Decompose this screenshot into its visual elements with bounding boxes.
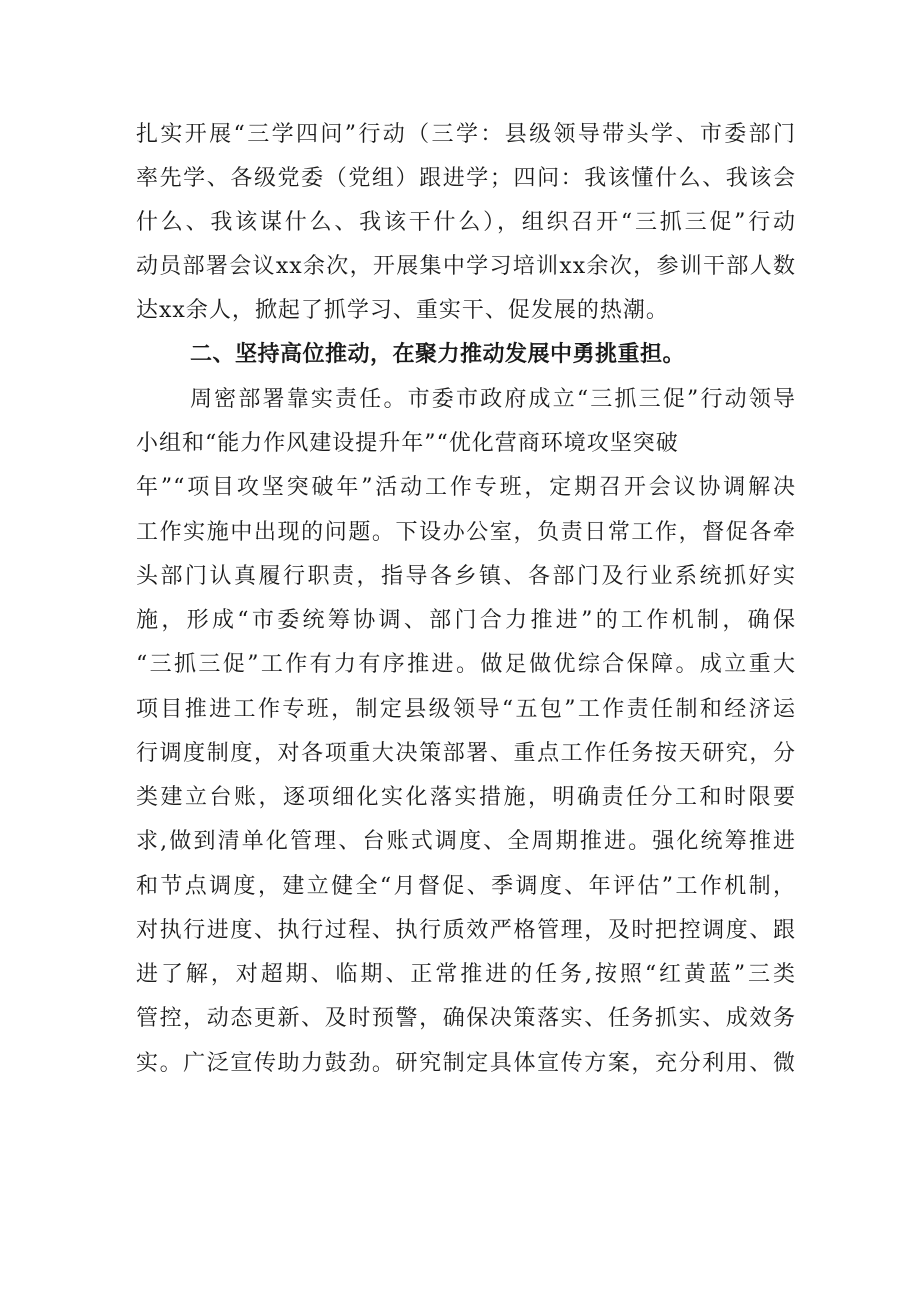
- paragraph-line: 施，形成“市委统筹协调、部门合力推进”的工作机制，确保: [136, 608, 796, 633]
- paragraph-line: 类建立台账，逐项细化实化落实措施，明确责任分工和时限要: [136, 785, 796, 810]
- paragraph-line: 什么、我该谋什么、我该干什么），组织召开“三抓三促”行动: [136, 210, 796, 235]
- paragraph-line: 动员部署会议xx余次，开展集中学习培训xx余次，参训干部人数: [136, 254, 796, 279]
- paragraph-line: 头部门认真履行职责，指导各乡镇、各部门及行业系统抓好实: [136, 564, 796, 589]
- paragraph-line: 小组和“能力作风建设提升年”“优化营商环境攻坚突破: [136, 431, 679, 456]
- paragraph-line: 扎实开展“三学四问”行动（三学：县级领导带头学、市委部门: [136, 122, 796, 147]
- paragraph-line: 率先学、各级党委（党组）跟进学；四问：我该懂什么、我该会: [136, 166, 796, 191]
- paragraph-line: 达xx余人，掀起了抓学习、重实干、促发展的热潮。: [136, 298, 669, 323]
- paragraph-line: 管控，动态更新、及时预警，确保决策落实、任务抓实、成效务: [136, 1006, 796, 1031]
- paragraph-line: 工作实施中出现的问题。下设办公室，负责日常工作，督促各牵: [136, 520, 796, 545]
- paragraph-line: 年”“项目攻坚突破年”活动工作专班，定期召开会议协调解决: [136, 475, 796, 500]
- section-heading: 二、坚持高位推动，在聚力推动发展中勇挑重担。: [190, 342, 686, 367]
- paragraph-line: 周密部署靠实责任。市委市政府成立“三抓三促”行动领导: [190, 387, 796, 412]
- paragraph-line: “三抓三促”工作有力有序推进。做足做优综合保障。成立重大: [136, 652, 796, 677]
- paragraph-line: 进了解，对超期、临期、正常推进的任务,按照“红黄蓝”三类: [136, 962, 796, 987]
- paragraph-line: 求,做到清单化管理、台账式调度、全周期推进。强化统筹推进: [136, 829, 796, 854]
- paragraph-line: 项目推进工作专班，制定县级领导“五包”工作责任制和经济运: [136, 697, 796, 722]
- paragraph-line: 对执行进度、执行过程、执行质效严格管理，及时把控调度、跟: [136, 918, 796, 943]
- paragraph-line: 行调度制度，对各项重大决策部署、重点工作任务按天研究，分: [136, 741, 796, 766]
- paragraph-line: 实。广泛宣传助力鼓劲。研究制定具体宣传方案，充分利用、微: [136, 1051, 796, 1076]
- paragraph-line: 和节点调度，建立健全“月督促、季调度、年评估”工作机制，: [136, 874, 796, 899]
